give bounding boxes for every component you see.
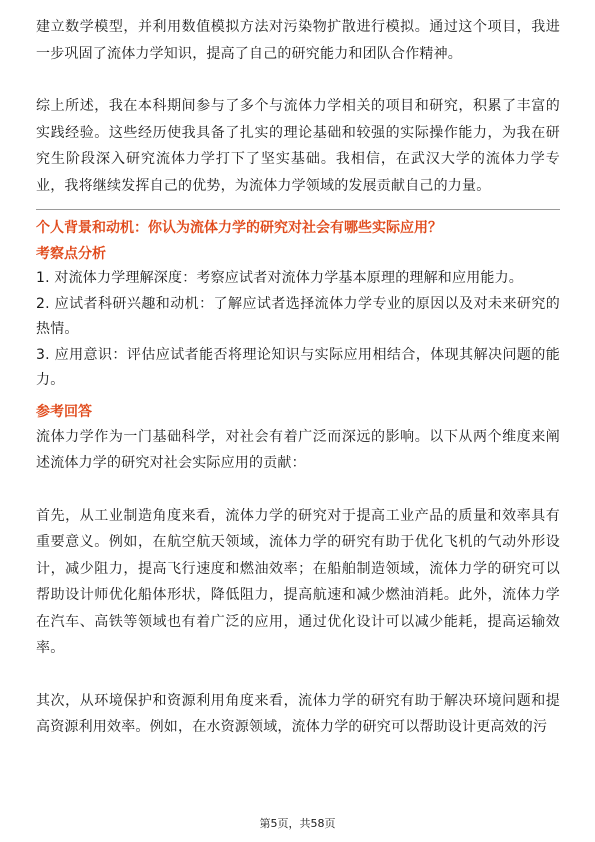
- analysis-item: 2. 应试者科研兴趣和动机：了解应试者选择流体力学专业的原因以及对未来研究的热情。: [36, 295, 560, 337]
- page-content: [36, 14, 560, 741]
- paragraph-gap: [36, 662, 560, 688]
- analysis-item: 3. 应用意识：评估应试者能否将理论知识与实际应用相结合，体现其解决问题的能力。: [36, 346, 560, 388]
- paragraph-gap: [36, 477, 560, 503]
- body-paragraph: 建立数学模型，并利用数值模拟方法对污染物扩散进行模拟。通过这个项目，我进一步巩固了流体力学知识，提高了自己的研究能力和团队合作精神。: [36, 19, 560, 62]
- body-paragraph: 综上所述，我在本科期间参与了多个与流体力学相关的项目和研究，积累了丰富的实践经验。这些经历使我具备了扎实的理论基础和较强的实际操作能力，为我在研究生阶段深入研究流体力学打下了坚实基础。我相信，在武汉大学的流体力学专业，我将继续发挥自己的优势，为流体力学领域的发展贡献自己的力量。: [36, 98, 560, 194]
- interview-question: 个人背景和动机：你认为流体力学的研究对社会有哪些实际应用？: [36, 220, 442, 236]
- answer-paragraph: 其次，从环境保护和资源利用角度来看，流体力学的研究有助于解决环境问题和提高资源利用效率。例如，在水资源领域，流体力学的研究可以帮助设计更高效的污: [36, 692, 560, 735]
- analysis-list: [36, 266, 560, 394]
- page-number: 第5页，共58页: [259, 817, 336, 830]
- paragraph-gap: [36, 67, 560, 93]
- analysis-heading: 考察点分析: [36, 246, 106, 262]
- answer-paragraph: 首先，从工业制造角度来看，流体力学的研究对于提高工业产品的质量和效率具有重要意义。例如，在航空航天领域，流体力学的研究有助于优化飞机的气动外形设计，减少阻力，提高飞行速度和燃油效率；在船舶制造领域，流体力学的研究可以帮助设计师优化船体形状，降低阻力，提高航速和减少燃油消耗。此外，流体力学在汽车、高铁等领域也有着广泛的应用，通过优化设计可以减少能耗，提高运输效率。: [36, 507, 560, 656]
- answer-heading: 参考回答: [36, 403, 92, 420]
- answer-paragraph: 流体力学作为一门基础科学，对社会有着广泛而深远的影响。以下从两个维度来阐述流体力学的研究对社会实际应用的贡献：: [36, 428, 560, 471]
- section-divider: [36, 209, 560, 210]
- analysis-item: 1. 对流体力学理解深度：考察应试者对流体力学基本原理的理解和应用能力。: [36, 270, 524, 286]
